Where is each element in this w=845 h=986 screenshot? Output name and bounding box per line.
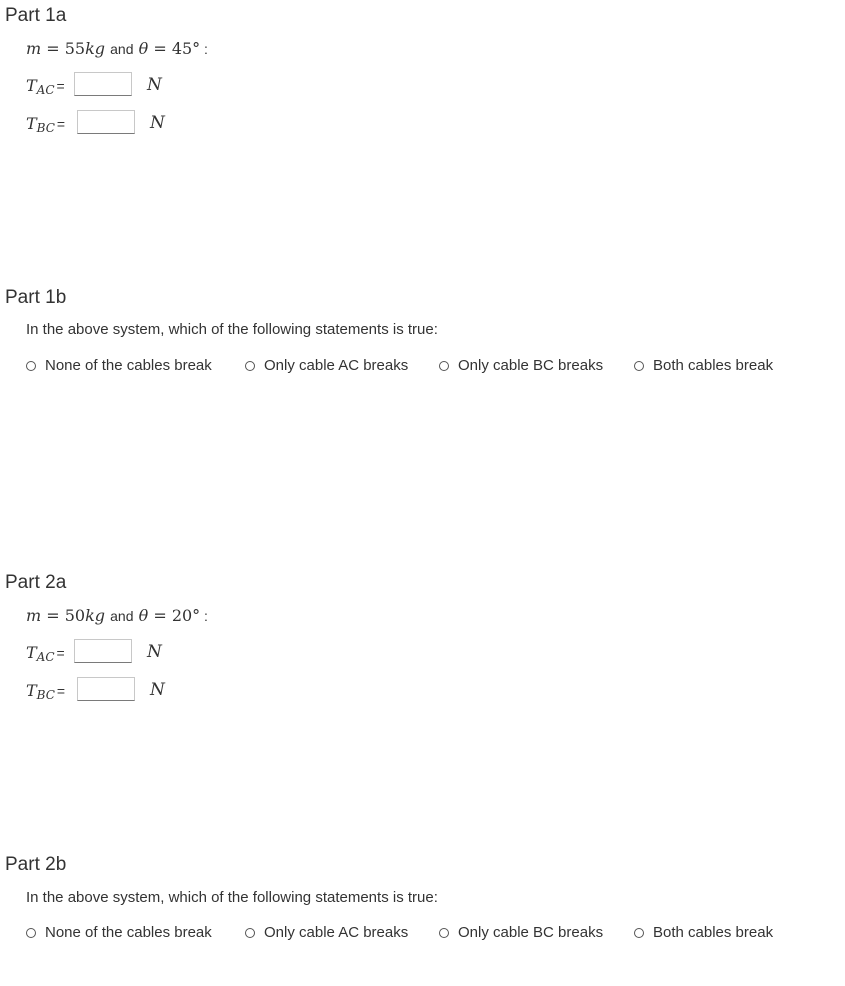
option-both-break[interactable]: Both cables break (634, 357, 773, 374)
angle-value: 45° (171, 39, 201, 58)
tac-answer-input[interactable] (74, 72, 132, 96)
mass-value: 55 (64, 39, 86, 58)
part-1b-options (26, 357, 806, 377)
mass-symbol: m (26, 39, 42, 58)
part-2b-question: In the above system, which of the following statements is true: (26, 889, 438, 906)
part-2b-title: Part 2b (5, 854, 67, 875)
radio-icon[interactable] (26, 928, 36, 938)
part-1b-question: In the above system, which of the following statements is true: (26, 321, 438, 338)
tbc-answer-input[interactable] (77, 677, 135, 701)
radio-icon[interactable] (245, 361, 255, 371)
tbc-label: $T_{BC}$ = (26, 681, 66, 702)
option-bc-breaks[interactable]: Only cable BC breaks (439, 357, 603, 374)
tbc-label: $T_{BC}$ = (26, 114, 66, 135)
tac-unit: N (147, 75, 162, 95)
option-none-break[interactable]: None of the cables break (26, 357, 212, 374)
angle-value: 20° (171, 606, 201, 625)
radio-icon[interactable] (634, 361, 644, 371)
part-1a-given: m = 55kg and θ = 45° : (26, 39, 208, 58)
tbc-unit: N (150, 113, 165, 133)
option-ac-breaks[interactable]: Only cable AC breaks (245, 924, 408, 941)
tac-answer-input[interactable] (74, 639, 132, 663)
part-2b-options (26, 924, 806, 944)
tac-label: $T_{AC}$ = (26, 76, 65, 97)
angle-symbol: θ (138, 39, 149, 58)
part-2a-given: m = 50kg and θ = 20° : (26, 606, 208, 625)
tac-unit: N (147, 642, 162, 662)
option-both-break[interactable]: Both cables break (634, 924, 773, 941)
mass-value: 50 (64, 606, 86, 625)
part-1b-title: Part 1b (5, 287, 67, 308)
tac-label: $T_{AC}$ = (26, 643, 65, 664)
angle-symbol: θ (138, 606, 149, 625)
part-2a-title: Part 2a (5, 572, 67, 593)
radio-icon[interactable] (439, 928, 449, 938)
radio-icon[interactable] (26, 361, 36, 371)
option-none-break[interactable]: None of the cables break (26, 924, 212, 941)
mass-symbol: m (26, 606, 42, 625)
mass-unit: kg (85, 39, 106, 58)
tbc-unit: N (150, 680, 165, 700)
radio-icon[interactable] (634, 928, 644, 938)
option-bc-breaks[interactable]: Only cable BC breaks (439, 924, 603, 941)
mass-unit: kg (85, 606, 106, 625)
part-1a-title: Part 1a (5, 5, 67, 26)
option-ac-breaks[interactable]: Only cable AC breaks (245, 357, 408, 374)
radio-icon[interactable] (439, 361, 449, 371)
tbc-answer-input[interactable] (77, 110, 135, 134)
radio-icon[interactable] (245, 928, 255, 938)
